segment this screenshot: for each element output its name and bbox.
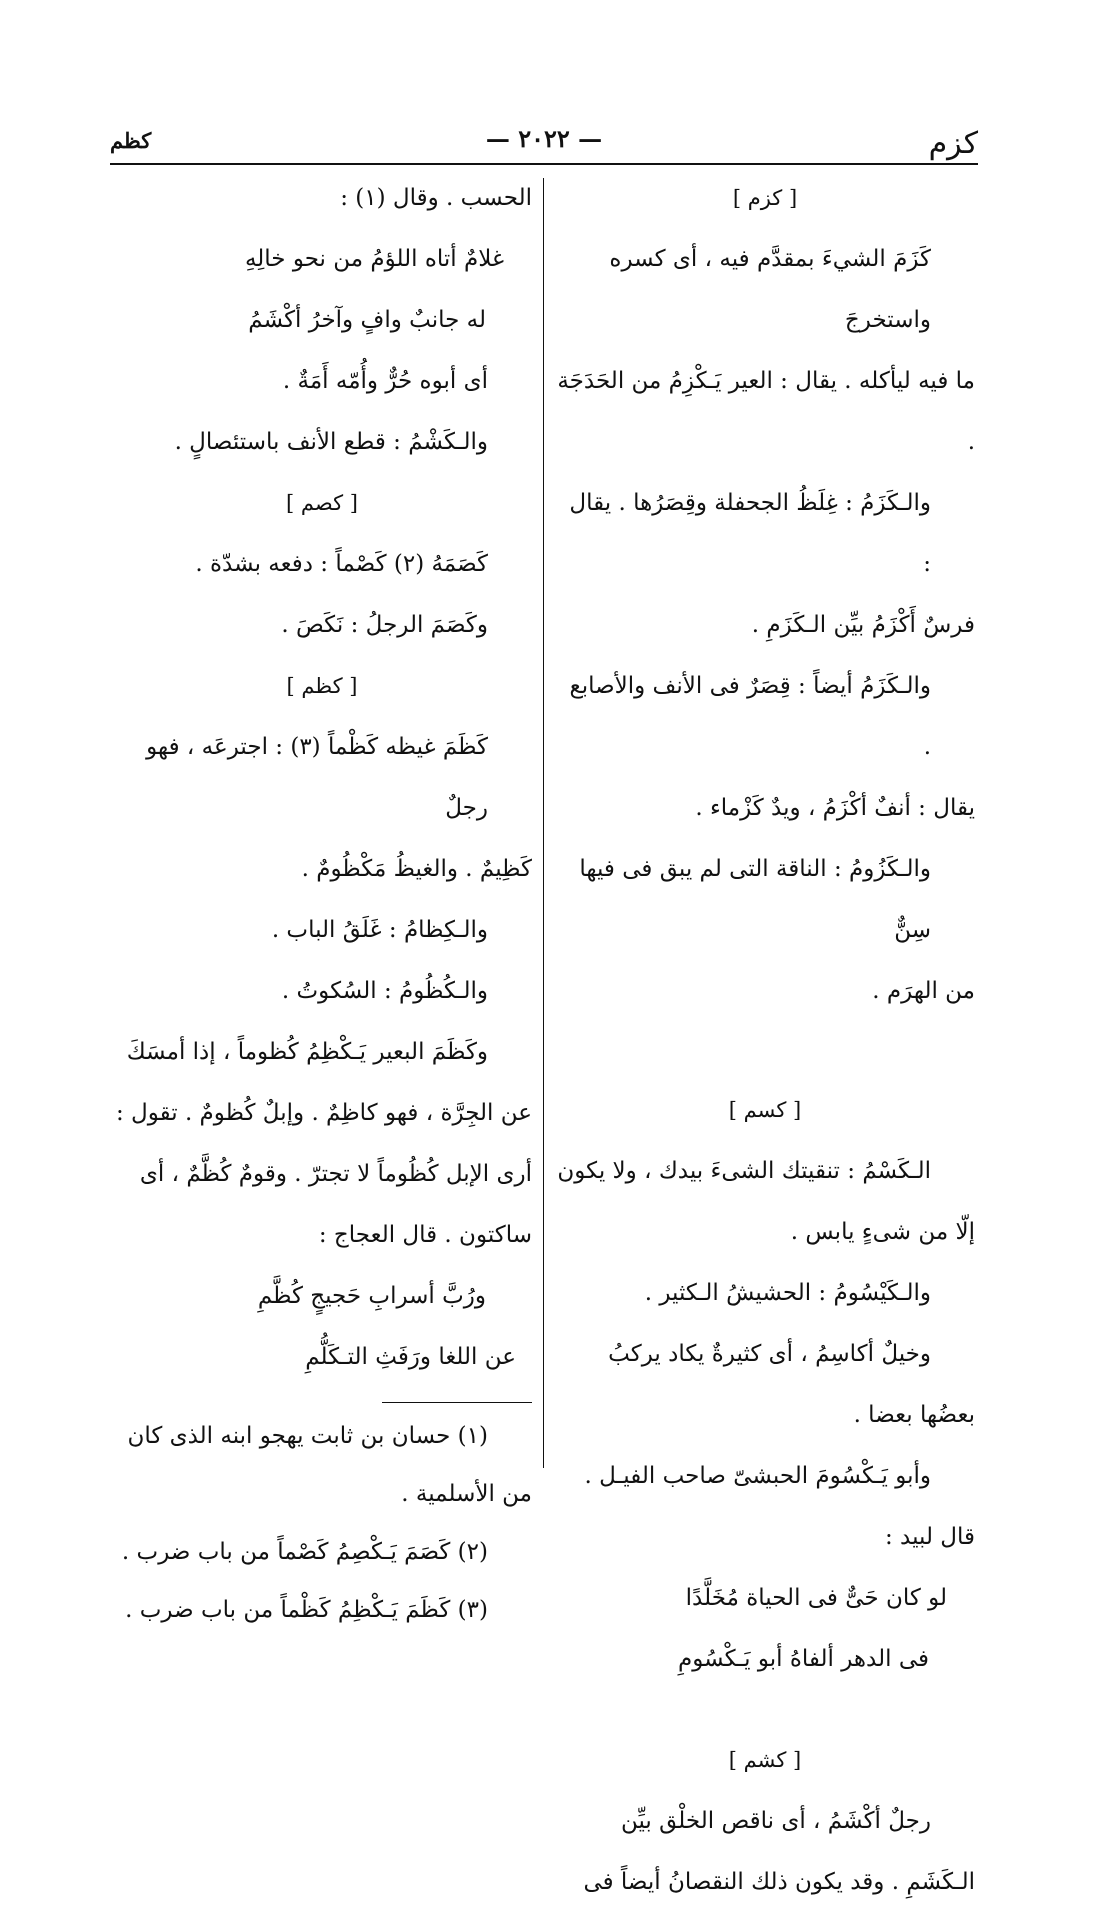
text-line: كَظَمَ غيظه كَظْماً (٣) : اجترعَه ، فهو رجلٌ [146, 734, 488, 821]
verse-line: عن اللغا ورَفَثِ التـكَلُّمِ [305, 1344, 516, 1370]
entry-heading: [ كظم ] [286, 674, 358, 698]
text-line: عن الجِرَّة ، فهو كاظِمٌ . وإبلٌ كُظومٌ . تقول : [115, 1100, 532, 1126]
text-line: أرى الإبل كُظُوماً لا تجترّ . وقومٌ كُظَّمٌ ، أى [139, 1161, 532, 1187]
text-line: ما فيه ليأكله . يقال : العير يَـكْزِمُ من الحَدَجَة . [557, 368, 975, 455]
header-right-word: كزم [928, 126, 978, 161]
verse-line: ورُبَّ أسرابِ حَجيجٍ كُظَّمِ [257, 1283, 486, 1309]
text-line: من الهرَم . [872, 978, 975, 1004]
text-line: قال لبيد : [884, 1524, 975, 1550]
text-line: رجلٌ أكْشَمُ ، أى ناقص الخلْق بيِّن [620, 1808, 931, 1834]
footnote-line: (٢) كَصَمَ يَـكْصِمُ كَصْماً من باب ضرب . [121, 1539, 488, 1565]
column-divider [543, 178, 544, 1468]
text-line: والـكَزَمُ أيضاً : قِصَرٌ فى الأنف والأصابع . [569, 673, 931, 760]
text-line: الـكَشَمِ . وقد يكون ذلك النقصانُ أيضاً فى [583, 1869, 975, 1895]
text-line: بعضُها بعضا . [853, 1402, 975, 1428]
entry-heading: [ كشم ] [728, 1748, 802, 1772]
footnote-rule [382, 1402, 532, 1403]
right-column [555, 168, 975, 1913]
verse-line: غلامٌ أتاه اللؤمُ من نحو خالِهِ [244, 246, 504, 272]
entry-heading: [ كسم ] [728, 1098, 802, 1122]
text-line: وكَصَمَ الرجلُ : نَكَصَ . [281, 612, 488, 638]
text-line: والـكَشْمُ : قطع الأنف باستئصالٍ . [174, 429, 488, 455]
header-left-word: كظم [110, 128, 152, 153]
verse-line: لو كان حَىٌّ فى الحياة مُخَلَّدًا [685, 1585, 947, 1611]
spacer [555, 1022, 975, 1080]
text-line: يقال : أنفٌ أكْزَمُ ، ويدٌ كَزْماء . [695, 795, 975, 821]
footnotes [112, 1407, 532, 1639]
footnote-line: (٣) كَظَمَ يَـكْظِمُ كَظْماً من باب ضرب . [125, 1597, 488, 1623]
text-line: فرسٌ أَكْزَمُ بيِّن الـكَزَمِ . [751, 612, 975, 638]
running-header [110, 112, 978, 160]
text-line: إلّا من شىءٍ يابس . [790, 1219, 975, 1245]
text-line: والـكِظامُ : غَلَقُ الباب . [271, 917, 488, 943]
left-column [112, 168, 532, 1639]
text-line: ساكتون . قال العجاج : [318, 1222, 532, 1248]
verse-line: له جانبٌ وافٍ وآخرُ أكْشَمُ [248, 307, 486, 333]
text-line: كَصَمَهُ (٢) كَصْماً : دفعه بشدّة . [195, 551, 488, 577]
text-line: والـكَيْسُومُ : الحشيشُ الـكثير . [644, 1280, 931, 1306]
text-line: والـكُظُومُ : السُكوتُ . [281, 978, 488, 1004]
page-number: — ٢٠٢٢ — [485, 124, 603, 153]
header-rule [110, 163, 978, 165]
text-line: والـكَزَمُ : غِلَظُ الجحفلة وقِصَرُها . يقال : [569, 490, 931, 577]
entry-heading: [ كصم ] [286, 491, 358, 515]
text-line: والـكَزُومُ : الناقة التى لم يبق فى فيها سِنٌّ [579, 856, 931, 943]
text-line: وكَظَمَ البعير يَـكْظِمُ كُظوماً ، إذا أمسَكَ [126, 1039, 488, 1065]
text-line: وأبو يَـكْسُومَ الحبشىّ صاحب الفيـل . [584, 1463, 931, 1489]
text-line: كَظِيمٌ . والغيظُ مَكْظُومٌ . [301, 856, 532, 882]
footnote-line: من الأسلمية . [401, 1481, 532, 1507]
text-line: الحسب . وقال (١) : [340, 185, 532, 211]
text-line: وخيلٌ أكاسِمُ ، أى كثيرةٌ يكاد يركبُ [608, 1341, 931, 1367]
footnote-line: (١) حسان بن ثابت يهجو ابنه الذى كان [127, 1423, 488, 1449]
text-line: أى أبوه حُرٌّ وأُمّه أَمَةٌ . [282, 368, 488, 394]
entry-heading: [ كزم ] [732, 186, 798, 210]
spacer [555, 1690, 975, 1730]
verse-line: فى الدهر ألفاهُ أبو يَـكْسُومِ [678, 1646, 929, 1672]
text-line: كَزَمَ الشيءَ بمقدَّم فيه ، أى كسره واستخرجَ [609, 246, 931, 333]
text-line: الـكَسْمُ : تنقيتك الشىءَ بيدك ، ولا يكون [557, 1158, 931, 1184]
